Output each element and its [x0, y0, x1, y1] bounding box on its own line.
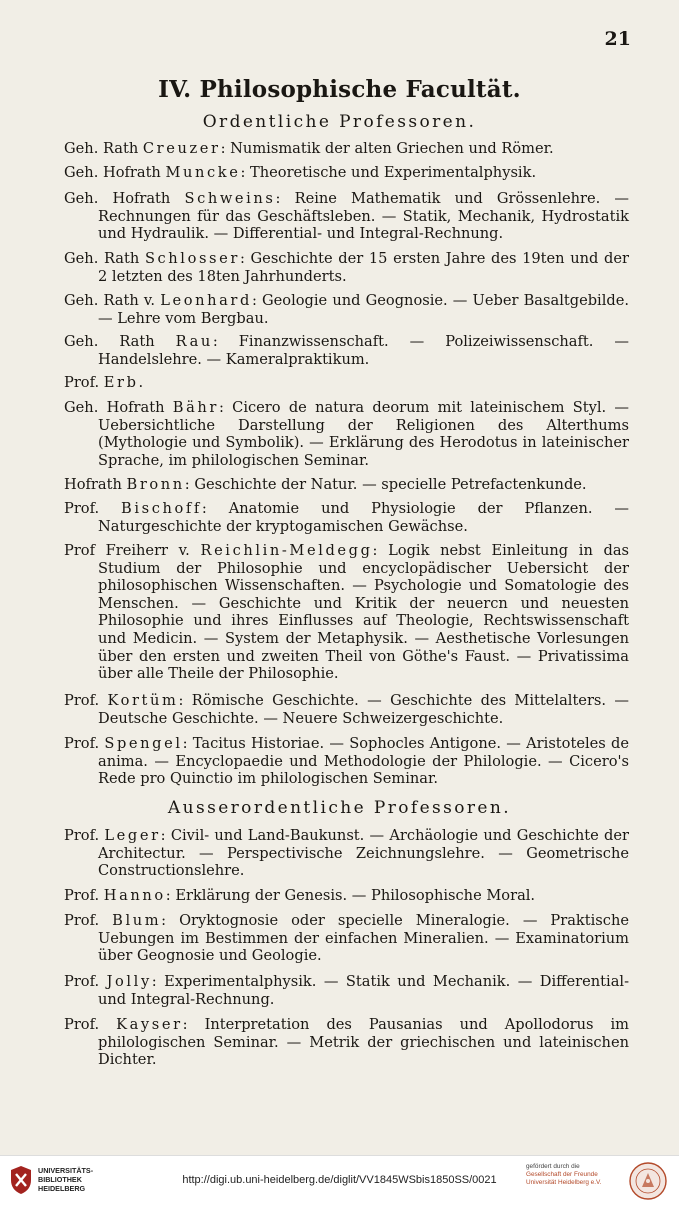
section-heading-extraordinary: Ausserordentliche Professoren.: [167, 798, 512, 818]
entry-hanno: Prof. Hanno: Erklärung der Genesis. — Philosophische Moral.: [64, 887, 536, 904]
entry-leger: Prof. Leger: Civil- und Land-Baukunst. — Archäologie und Geschichte der Architectur. — Perspectivische Zeichnungslehre. — Geometrische Constructionslehre.: [64, 827, 629, 880]
entry-kortuem: Prof. Kortüm: Römische Geschichte. — Geschichte des Mittelalters. — Deutsche Geschichte. — Neuere Schweizergeschichte.: [64, 692, 630, 727]
entry-muncke: Geh. Hofrath Muncke: Theoretische und Experimentalphysik.: [64, 164, 537, 181]
entry-rau: Geh. Rath Rau: Finanzwissenschaft. — Polizeiwissenschaft. — Handelslehre. — Kameralpraktikum.: [64, 333, 629, 368]
university-seal-icon: [628, 1161, 668, 1201]
faculty-title: IV. Philosophische Facultät.: [158, 76, 521, 103]
sponsor-note: gefördert durch die Gesellschaft der Freunde Universität Heidelberg e.V.: [526, 1163, 602, 1186]
page-number: 21: [604, 28, 631, 50]
entry-creuzer: Geh. Rath Creuzer: Numismatik der alten Griechen und Römer.: [64, 140, 554, 157]
viewer-footer: [0, 1155, 679, 1205]
page-url-link[interactable]: http://digi.ub.uni-heidelberg.de/diglit/VV1845WSbis1850SS/0021: [182, 1174, 497, 1186]
entry-jolly: Prof. Jolly: Experimentalphysik. — Statik und Mechanik. — Differential- und Integral-Rechnung.: [64, 973, 630, 1008]
entry-schweins: Geh. Hofrath Schweins: Reine Mathematik und Grössenlehre. — Rechnungen für das Geschäftsleben. — Statik, Mechanik, Hydrostatik und Hydraulik. — Differential- und Integral-Rechnung.: [64, 190, 630, 243]
entry-spengel: Prof. Spengel: Tacitus Historiae. — Sophocles Antigone. — Aristoteles de anima. — Encyclopaedie und Methodologie der Philologie. — Cicero's Rede pro Quinctio im philologischen Seminar.: [64, 735, 629, 788]
section-heading-ordinary: Ordentliche Professoren.: [202, 112, 477, 132]
entry-bronn: Hofrath Bronn: Geschichte der Natur. — specielle Petrefactenkunde.: [64, 476, 587, 493]
entry-leonhard: Geh. Rath v. Leonhard: Geologie und Geognosie. — Ueber Basaltgebilde. — Lehre vom Bergbau.: [64, 292, 629, 327]
entry-kayser: Prof. Kayser: Interpretation des Pausanias und Apollodorus im philologischen Seminar. — Metrik der griechischen und lateinischen Dichter.: [64, 1016, 630, 1069]
entry-baehr: Geh. Hofrath Bähr: Cicero de natura deorum mit lateinischem Styl. — Uebersichtliche Darstellung der Religionen des Alterthums (Mythologie und Symbolik). — Erklärung des Herodotus in lateinischer Sprache, im philologischen Seminar.: [64, 399, 630, 469]
entry-bischoff: Prof. Bischoff: Anatomie und Physiologie der Pflanzen. — Naturgeschichte der kryptogamischen Gewächse.: [64, 500, 629, 535]
entry-reichlin-meldegg: Prof Freiherr v. Reichlin-Meldegg: Logik nebst Einleitung in das Studium der Philosophie und encyclopädischer Uebersicht der philosophischen Wissenschaften. — Psychologie und Somatologie des Menschen. — Geschichte und Kritik der neuercn und neuesten Philosophie und ihres Einflusses auf Theologie, Rechtswissenschaft und Medicin. — System der Metaphysik. — Aesthetische Vorlesungen über den ersten und zweiten Theil von Göthe's Faust. — Privatissima über alle Theile der Philosophie.: [64, 542, 630, 683]
entry-blum: Prof. Blum: Oryktognosie oder specielle Mineralogie. — Praktische Uebungen im Bestimmen der einfachen Mineralien. — Examinatorium über Geognosie und Geologie.: [64, 912, 629, 965]
entry-erb: Prof. Erb.: [64, 374, 144, 391]
library-name: UNIVERSITÄTS- BIBLIOTHEK HEIDELBERG: [38, 1166, 94, 1193]
entry-schlosser: Geh. Rath Schlosser: Geschichte der 15 ersten Jahre des 19ten und der 2 letzten des 18ten Jahrhunderts.: [64, 250, 629, 285]
